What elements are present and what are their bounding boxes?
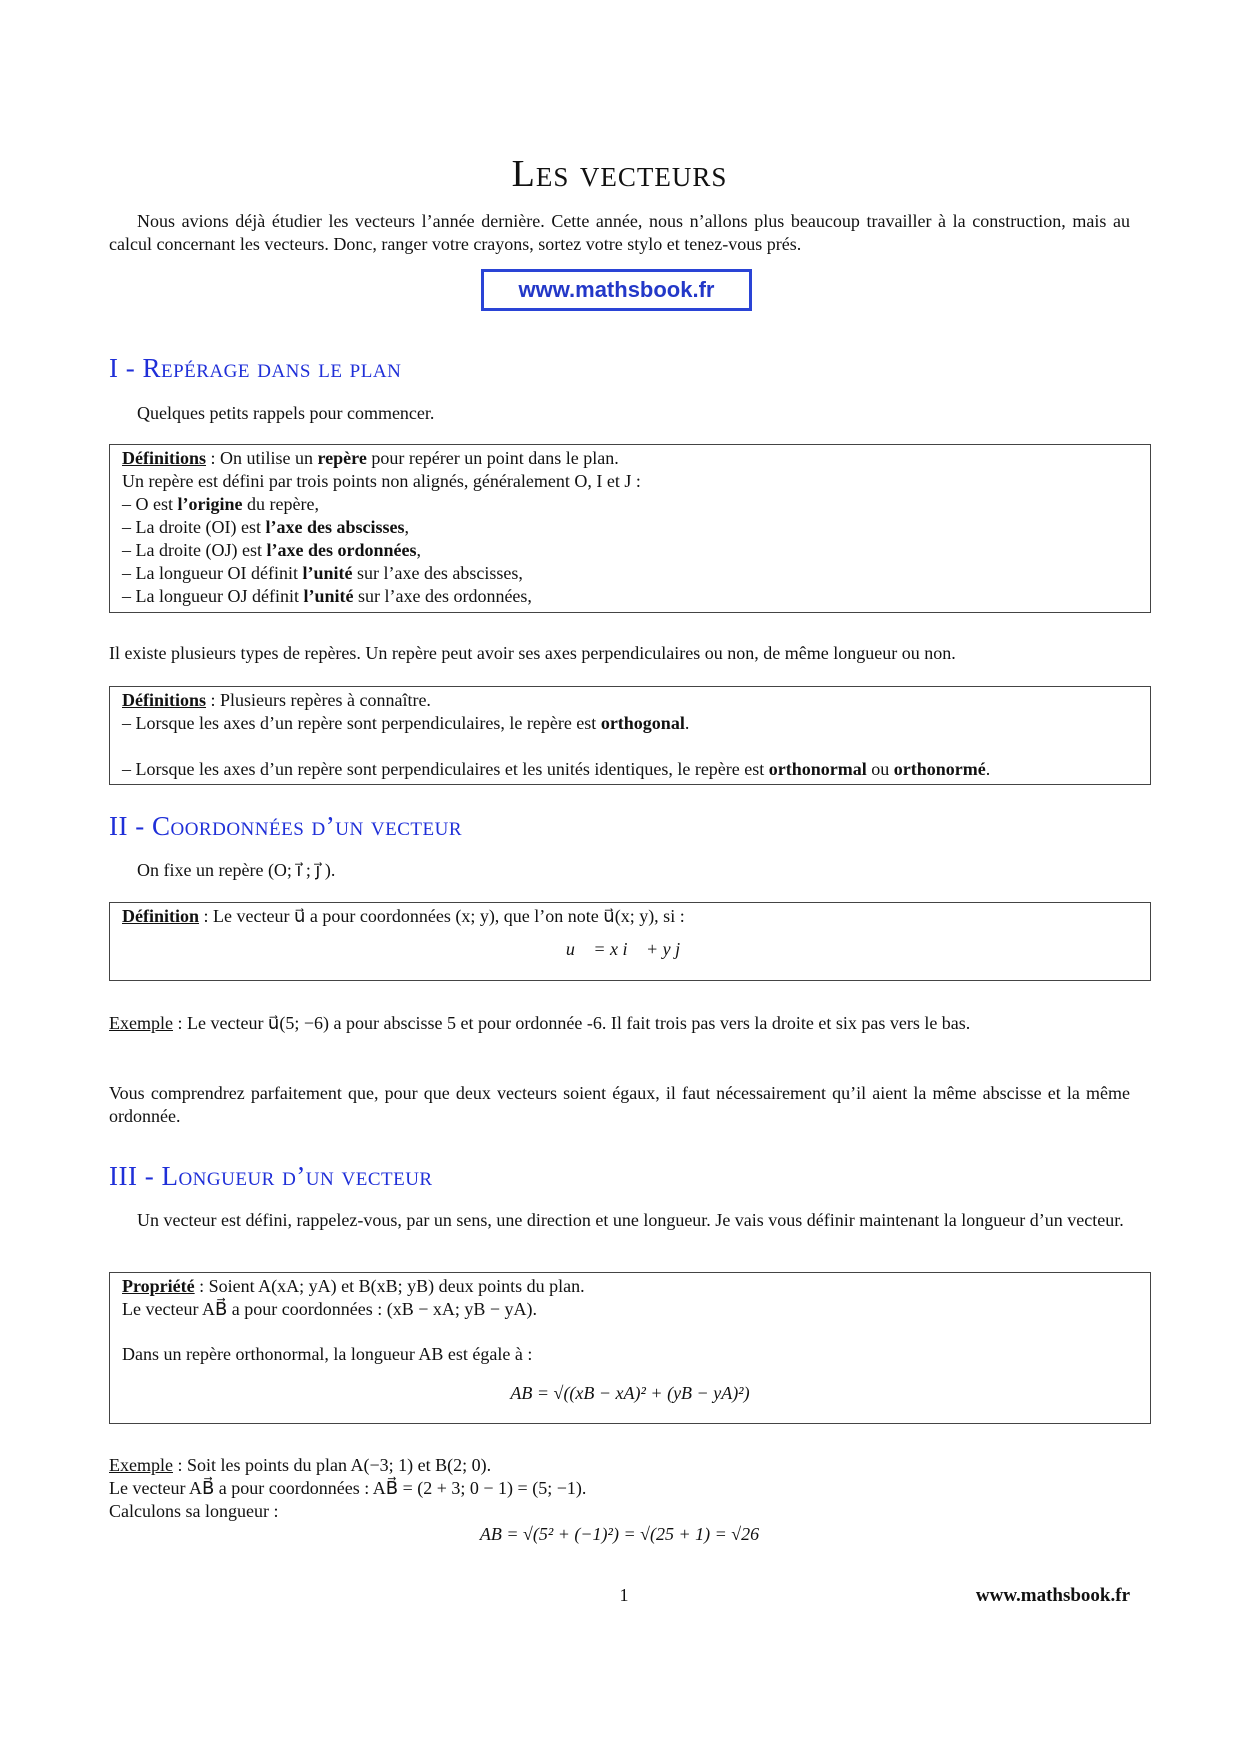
list-item: – La longueur OI définit l’unité sur l’axe des abscisses,	[122, 563, 523, 583]
example-label: Exemple	[109, 1455, 173, 1475]
list-item: – La droite (OJ) est l’axe des ordonnées,	[122, 540, 421, 560]
page-title: Les vecteurs	[511, 153, 728, 195]
list-item: – Lorsque les axes d’un repère sont perpendiculaires, le repère est orthogonal.	[122, 713, 690, 733]
formula-length: AB = √((xB − xA)² + (yB − yA)²)	[510, 1383, 750, 1403]
definition-label: Définitions	[122, 690, 207, 710]
intro-paragraph: Nous avions déjà étudier les vecteurs l’année dernière. Cette année, nous n’allons plus beaucoup travailler à la construction, mais au calcul concernant les vecteurs. Donc, ranger votre crayons, sortez votre stylo et tenez-vous prés.	[109, 211, 1130, 254]
property-line-3: Dans un repère orthonormal, la longueur AB est égale à :	[122, 1344, 533, 1364]
list-item: – La longueur OJ définit l’unité sur l’axe des ordonnées,	[122, 586, 532, 606]
website-link-box[interactable]: www.mathsbook.fr	[481, 269, 752, 311]
property-label: Propriété	[122, 1276, 195, 1296]
definition-box-coordonnees: Définition : Le vecteur u⃗ a pour coordonnées (x; y), que l’on note u⃗(x; y), si : u⃗ = x i⃗ + y j⃗	[109, 902, 1151, 981]
example-label: Exemple	[109, 1013, 173, 1033]
section-1-intro: Quelques petits rappels pour commencer.	[137, 403, 435, 423]
formula-vector: u⃗ = x i⃗ + y j⃗	[565, 939, 695, 959]
section-heading-2: II - Coordonnées d’un vecteur	[109, 811, 463, 841]
list-item: – Lorsque les axes d’un repère sont perpendiculaires et les unités identiques, le repère est orthonormal ou orthonormé.	[122, 759, 991, 779]
definition-box-types: Définitions : Plusieurs repères à connaître. – Lorsque les axes d’un repère sont perpendiculaires, le repère est orthogonal. – Lorsque les axes d’un repère sont perpendiculaires et les unités identiques, le repère est orthonormal ou orthonormé.	[109, 686, 1151, 785]
example-2: Exemple : Soit les points du plan A(−3; 1) et B(2; 0). Le vecteur AB⃗ a pour coordonnées : AB⃗ = (2 + 3; 0 − 1) = (5; −1). Calculons sa longueur : AB = √(5² + (−1)²) = √(25 + 1) = √26	[109, 1454, 1130, 1546]
footer-url[interactable]: www.mathsbook.fr	[975, 1585, 1130, 1606]
repere-types-paragraph: Il existe plusieurs types de repères. Un repère peut avoir ses axes perpendiculaires ou non, de même longueur ou non.	[109, 643, 956, 663]
section-3-intro: Un vecteur est défini, rappelez-vous, par un sens, une direction et une longueur. Je vais vous définir maintenant la longueur d’un vecteur.	[137, 1210, 1124, 1230]
example-paragraph: Exemple : Le vecteur u⃗(5; −6) a pour abscisse 5 et pour ordonnée -6. Il fait trois pas vers la droite et six pas vers le bas.	[109, 1013, 971, 1033]
equality-paragraph: Vous comprendrez parfaitement que, pour que deux vecteurs soient égaux, il faut nécessairement qu’il aient la même abscisse et la même ordonnée.	[109, 1083, 1130, 1126]
list-item: – O est l’origine du repère,	[122, 494, 319, 514]
definition-line-1: Définitions : On utilise un repère pour repérer un point dans le plan.	[122, 448, 619, 468]
definition-box-repere	[109, 444, 1151, 613]
list-item: – La droite (OI) est l’axe des abscisses,	[122, 517, 409, 537]
property-line-2: Le vecteur AB⃗ a pour coordonnées : (xB − xA; yB − yA).	[122, 1299, 538, 1319]
formula-example-length: AB = √(5² + (−1)²) = √(25 + 1) = √26	[479, 1524, 760, 1544]
definition-label: Définition	[122, 906, 200, 926]
property-box-longueur: Propriété : Soient A(xA; yA) et B(xB; yB) deux points du plan. Le vecteur AB⃗ a pour coordonnées : (xB − xA; yB − yA). Dans un repère orthonormal, la longueur AB est égale à : AB = √((xB − xA)² + (yB − yA)²)	[109, 1272, 1151, 1424]
section-2-intro: On fixe un repère (O; i⃗ ; j⃗ ).	[137, 860, 336, 880]
section-heading-3: III - Longueur d’un vecteur	[109, 1161, 433, 1191]
definition-line-2: Un repère est défini par trois points non alignés, généralement O, I et J :	[122, 471, 641, 491]
definition-label: Définitions	[122, 448, 207, 468]
page-number: 1	[619, 1585, 629, 1605]
section-heading-1: I - Repérage dans le plan	[109, 353, 402, 383]
